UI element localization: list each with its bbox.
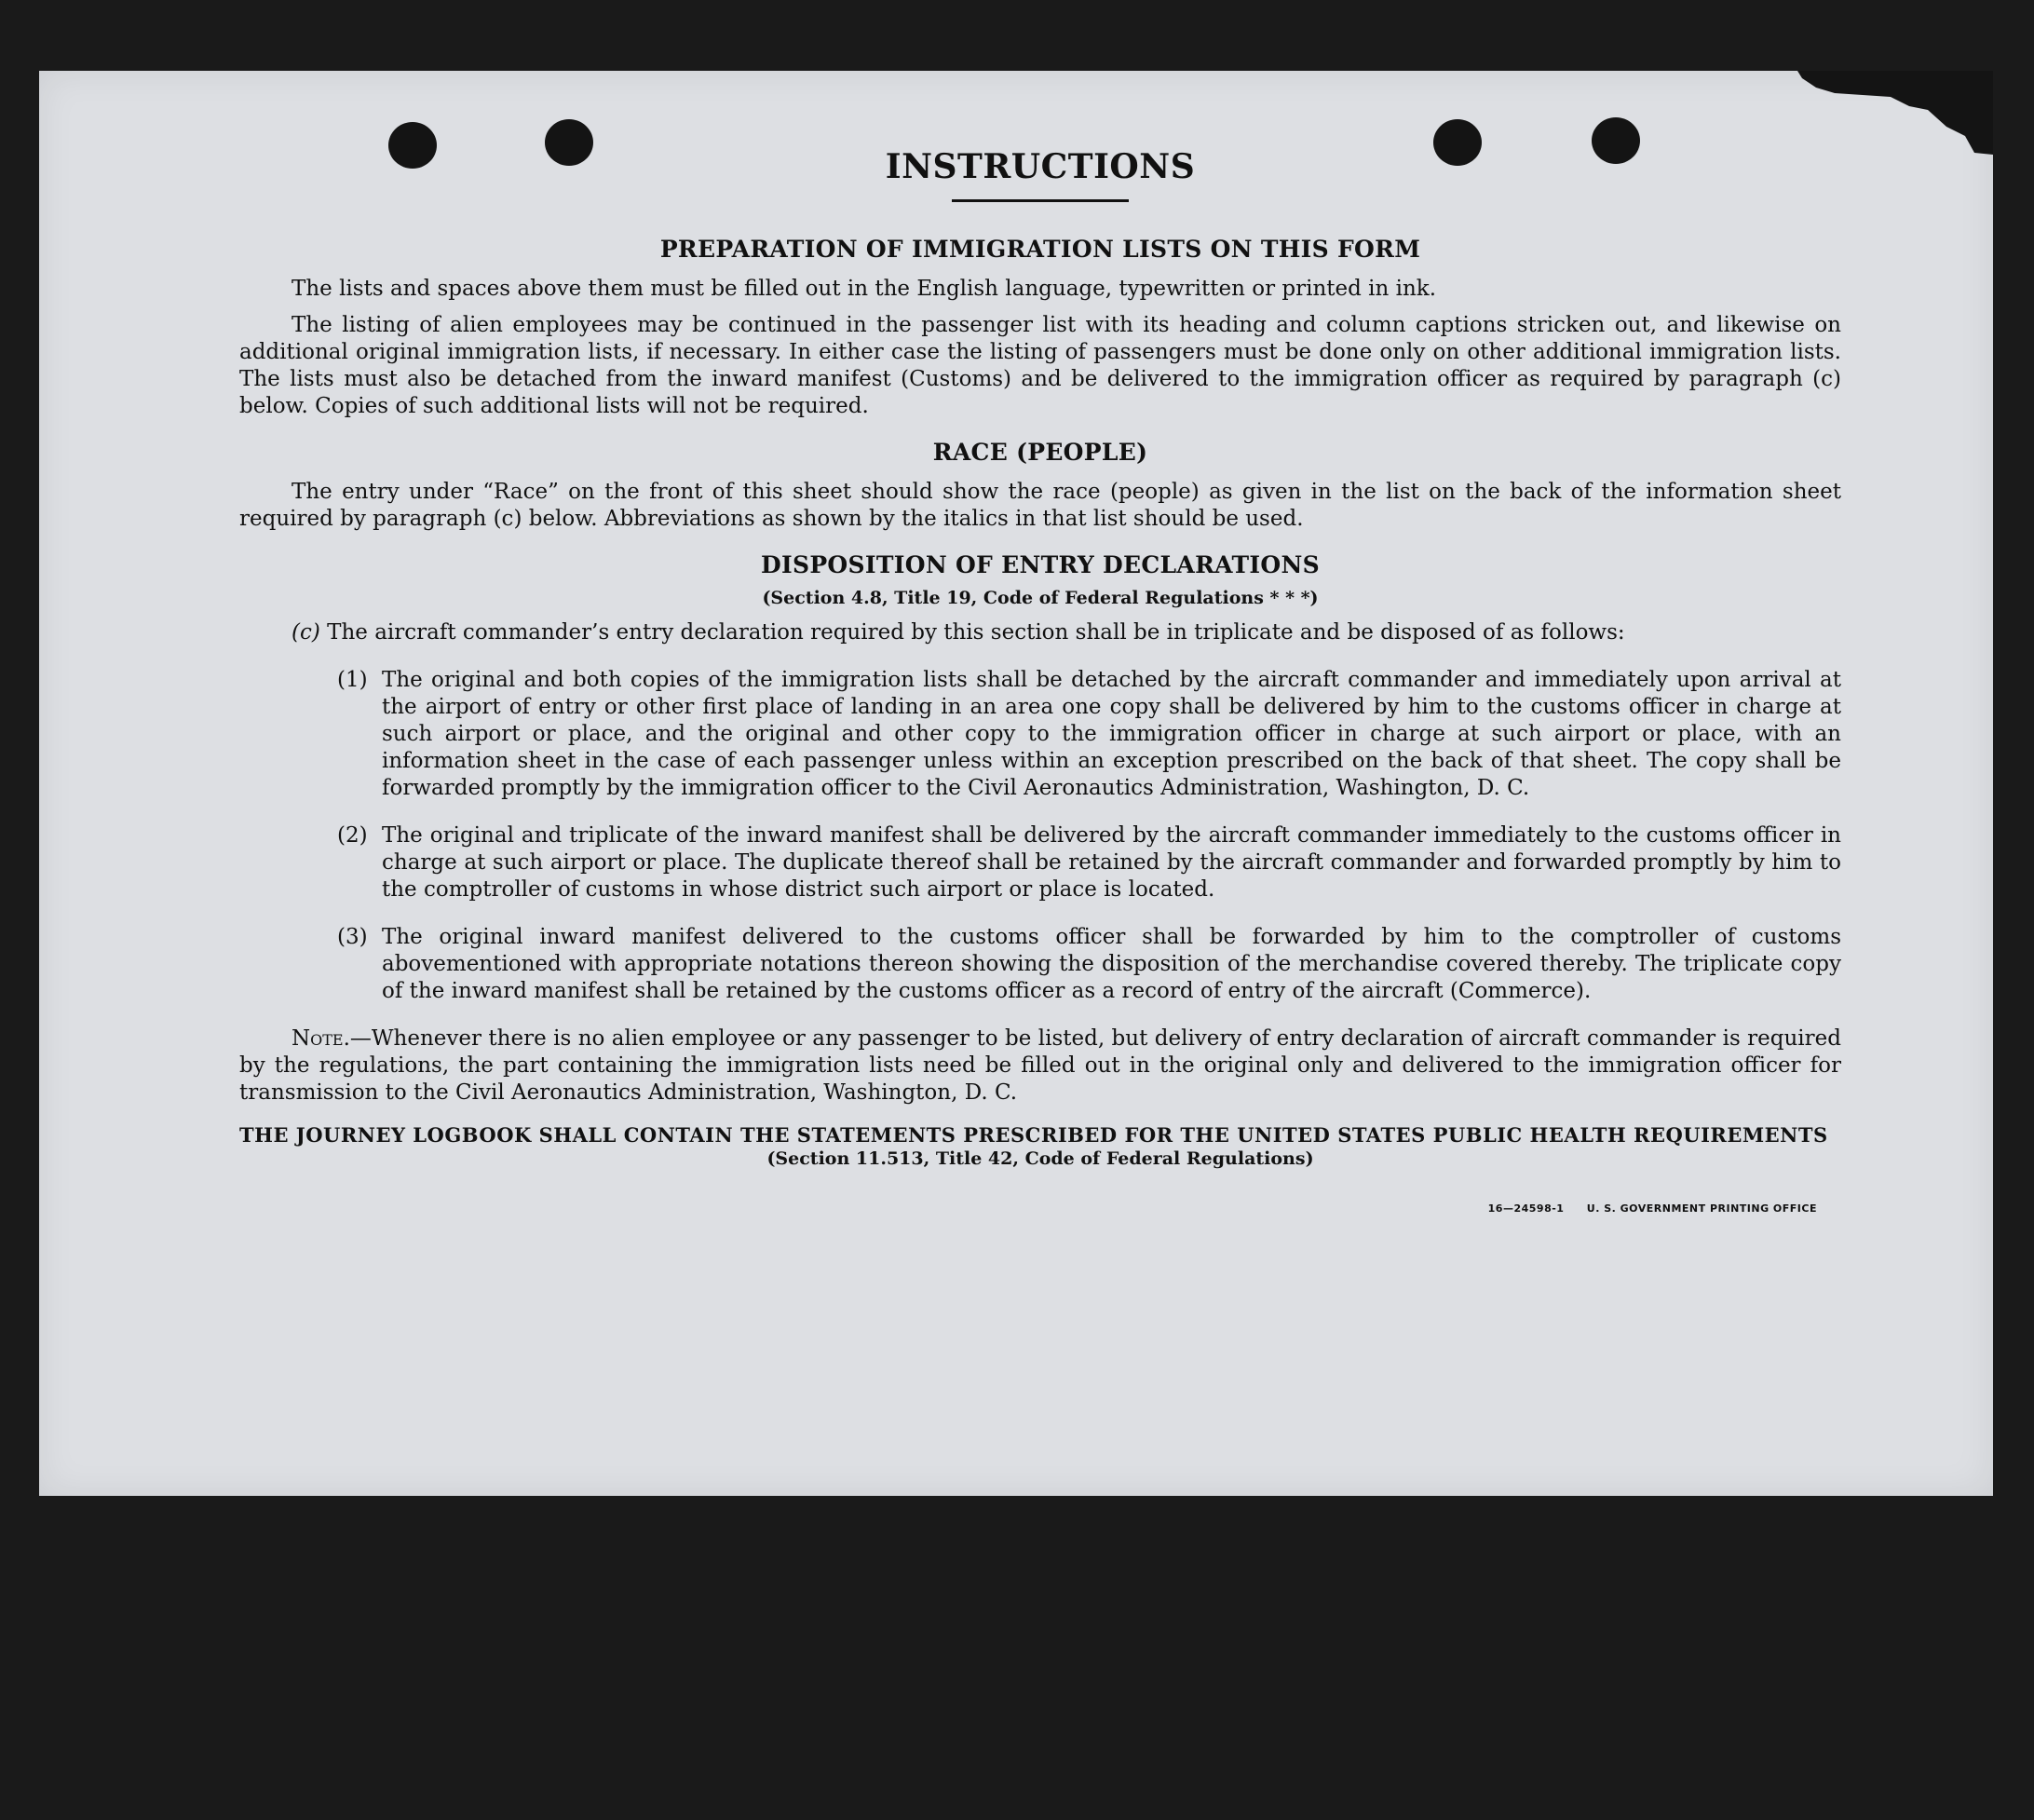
note-text: —Whenever there is no alien employee or any passenger to be listed, but delivery of entry declaration of aircraft commander is required by the regulations, the part containing the immigration lists need be filled out in the original only and delivered to the immigration officer for transmission to the Civil Aeronautics Administration, Washington, D. C. [239, 1026, 1841, 1105]
note-paragraph [239, 1025, 1841, 1107]
form-number: 16—24598-1 [1487, 1202, 1565, 1215]
list-item-text: The original inward manifest delivered to the customs officer shall be forwarded by him to the comptroller of customs abovementioned with appropriate notations thereon showing the disposition of the merchandise covered thereby. The triplicate copy of the inward manifest shall be retained by the customs officer as a record of entry of the aircraft (Commerce). [382, 925, 1841, 1003]
list-item-number: (1) [337, 668, 368, 692]
paragraph-race-entry: The entry under “Race” on the front of this sheet should show the race (people) as given in the list on the back of the information sheet required by paragraph (c) below. Abbreviations as shown by the italics in that list should be used. [239, 480, 1841, 531]
health-requirements-statement: THE JOURNEY LOGBOOK SHALL CONTAIN THE STATEMENTS PRESCRIBED FOR THE UNITED STATES PUBLIC HEALTH REQUIREMENTS [239, 1123, 1828, 1147]
paragraph-c-text: The aircraft commander’s entry declaration required by this section shall be in triplicate and be disposed of as follows: [327, 620, 1625, 645]
title-underline [952, 199, 1129, 202]
section-heading-race: RACE (PEOPLE) [932, 439, 1148, 466]
list-item [337, 667, 1841, 802]
page-title: INSTRUCTIONS [885, 147, 1196, 186]
health-requirements-reference: (Section 11.513, Title 42, Code of Federal Regulations) [766, 1148, 1314, 1169]
printer-footer [239, 1202, 1817, 1215]
list-item [337, 822, 1841, 903]
section-heading-preparation: PREPARATION OF IMMIGRATION LISTS ON THIS FORM [659, 236, 1421, 263]
document-sheet [39, 71, 1993, 1496]
paragraph-c-intro [239, 619, 1841, 646]
paragraph-alien-employees: The listing of alien employees may be continued in the passenger list with its heading and column captions stricken out, and likewise on additional original immigration lists, if necessary. In either case the listing of passengers must be done only on other additional immigration lists. The lists must also be detached from the inward manifest (Customs) and be delivered to the immigration officer as required by paragraph (c) below. Copies of such additional lists will not be required. [239, 313, 1841, 418]
list-item-number: (3) [337, 925, 368, 949]
list-item-text: The original and both copies of the immigration lists shall be detached by the aircraft commander and immediately upon arrival at the airport of entry or other first place of landing in an area one copy shall be delivered by him to the customs officer in charge at such airport or place, and the original and other copy to the immigration officer in charge at such airport or place, with an information sheet in the case of each passenger unless within an exception prescribed on the back of that sheet. The copy shall be forwarded promptly by the immigration officer to the Civil Aeronautics Administration, Washington, D. C. [382, 668, 1841, 800]
paragraph-english-language: The lists and spaces above them must be filled out in the English language, typewritten or printed in ink. [292, 277, 1437, 301]
list-item [337, 924, 1841, 1005]
list-item-number: (2) [337, 823, 368, 848]
paragraph-c-label: (c) [292, 620, 320, 645]
section-heading-disposition: DISPOSITION OF ENTRY DECLARATIONS [761, 551, 1320, 578]
note-label: Note. [292, 1026, 350, 1051]
printer-imprint: U. S. GOVERNMENT PRINTING OFFICE [1586, 1202, 1817, 1215]
section-reference-title-19: (Section 4.8, Title 19, Code of Federal Regulations * * *) [762, 588, 1319, 608]
instructions-body [239, 147, 1841, 1215]
list-item-text: The original and triplicate of the inward manifest shall be delivered by the aircraft commander immediately to the customs officer in charge at such airport or place. The duplicate thereof shall be retained by the aircraft commander and forwarded promptly by him to the comptroller of customs in whose district such airport or place is located. [382, 823, 1841, 902]
